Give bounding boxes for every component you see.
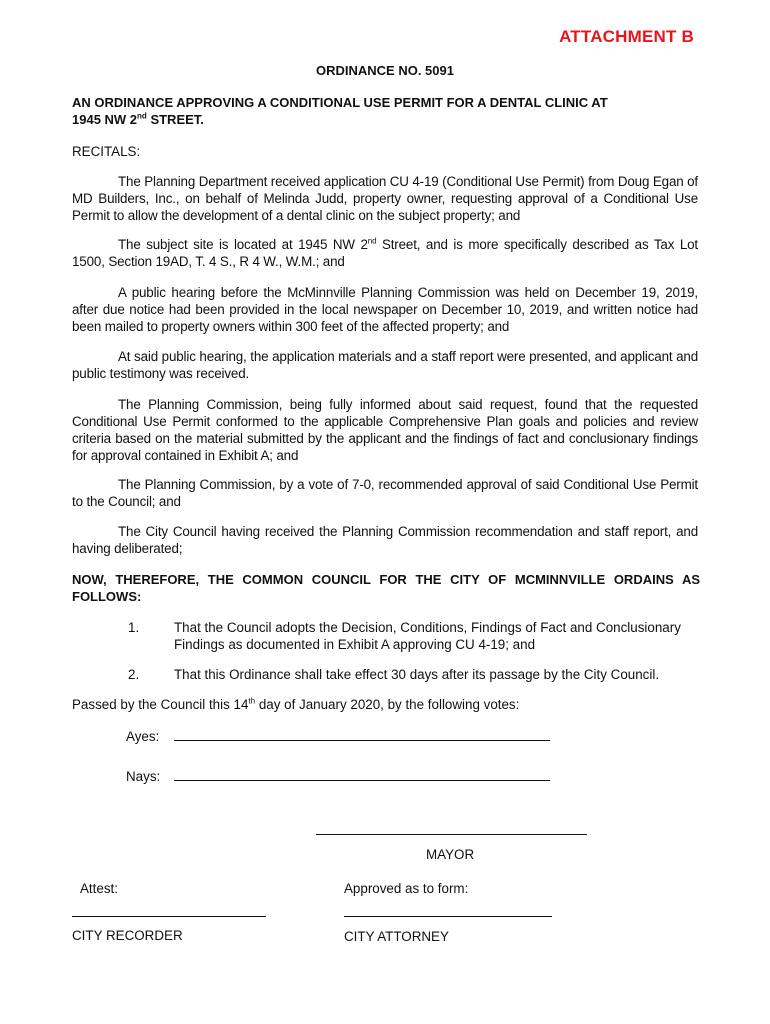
nays-label: Nays: bbox=[126, 769, 161, 784]
passed-sup: th bbox=[248, 696, 256, 706]
ordinance-title bbox=[72, 94, 702, 128]
recital-paragraph-4: At said public hearing, the application materials and a staff report were presented, and applicant and public testimony was received. bbox=[72, 349, 698, 381]
title-text: 1945 NW 2 bbox=[72, 112, 138, 127]
mayor-signature-line[interactable] bbox=[316, 834, 587, 835]
ordinance-title-line2 bbox=[72, 111, 702, 128]
recital-paragraph-1: The Planning Department received application CU 4-19 (Conditional Use Permit) from Doug Egan of MD Builders, Inc., on behalf of Melinda Judd, property owner, requesting approval of a Conditional Use Permit to allow the development of a dental clinic on the subject property; and bbox=[72, 174, 698, 223]
recorder-signature-line[interactable] bbox=[72, 916, 266, 917]
attest-label: Attest: bbox=[80, 881, 118, 896]
ayes-row bbox=[126, 728, 159, 745]
attorney-signature-line[interactable] bbox=[344, 916, 552, 917]
recital-paragraph-6: The Planning Commission, by a vote of 7-0, recommended approval of said Conditional Use Permit to the Council; and bbox=[72, 477, 698, 509]
ordinance-item-1 bbox=[128, 619, 698, 653]
ordinance-item-2 bbox=[128, 666, 698, 683]
now-therefore-clause: NOW, THEREFORE, THE COMMON COUNCIL FOR THE CITY OF MCMINNVILLE ORDAINS AS FOLLOWS: bbox=[72, 572, 700, 604]
recital-paragraph-3: A public hearing before the McMinnville Planning Commission was held on December 19, 2019, after due notice had been provided in the local newspaper on December 10, 2019, and written notice had been mailed to property owners within 300 feet of the affected property; and bbox=[72, 285, 698, 334]
recital-paragraph-2 bbox=[72, 236, 698, 270]
item-text: That the Council adopts the Decision, Conditions, Findings of Fact and Conclusionary Findings as documented in Exhibit A approving CU 4-19; and bbox=[174, 620, 681, 652]
mayor-label: MAYOR bbox=[426, 847, 475, 862]
city-recorder-label: CITY RECORDER bbox=[72, 928, 183, 943]
title-sup: nd bbox=[137, 111, 147, 121]
paragraph-sup: nd bbox=[367, 236, 377, 246]
attachment-label: ATTACHMENT B bbox=[559, 27, 694, 46]
ordinance-title-line1: AN ORDINANCE APPROVING A CONDITIONAL USE PERMIT FOR A DENTAL CLINIC AT bbox=[72, 95, 608, 110]
passed-text: Passed by the Council this 14 bbox=[72, 697, 249, 712]
nays-signature-line[interactable] bbox=[174, 780, 550, 781]
city-attorney-label: CITY ATTORNEY bbox=[344, 929, 449, 944]
recital-paragraph-5: The Planning Commission, being fully informed about said request, found that the requested Conditional Use Permit conformed to the applicable Comprehensive Plan goals and policies and review criteria based on the material submitted by the applicant and the findings of fact and conclusionary findings for approval contained in Exhibit A; and bbox=[72, 397, 698, 463]
approved-as-to-form-label: Approved as to form: bbox=[344, 881, 469, 896]
paragraph-text: The subject site is located at 1945 NW 2 bbox=[118, 237, 368, 252]
item-number: 1. bbox=[128, 620, 140, 635]
passed-text-end: day of January 2020, by the following votes: bbox=[255, 697, 520, 712]
ayes-label: Ayes: bbox=[126, 729, 160, 744]
paragraph-text-end: Street, and is more specifically described as Tax Lot 1500, Section 19AD, T. 4 S., R 4 W., W.M.; and bbox=[72, 237, 698, 269]
recitals-heading: RECITALS: bbox=[72, 144, 141, 159]
ordinance-number: ORDINANCE NO. 5091 bbox=[316, 63, 454, 78]
nays-row bbox=[126, 768, 160, 785]
recital-paragraph-7: The City Council having received the Planning Commission recommendation and staff report, and having deliberated; bbox=[72, 524, 698, 556]
item-text: That this Ordinance shall take effect 30 days after its passage by the City Council. bbox=[174, 667, 660, 682]
passed-statement bbox=[72, 696, 519, 713]
ayes-signature-line[interactable] bbox=[174, 740, 550, 741]
title-text-end: STREET. bbox=[146, 112, 204, 127]
item-number: 2. bbox=[128, 667, 140, 682]
